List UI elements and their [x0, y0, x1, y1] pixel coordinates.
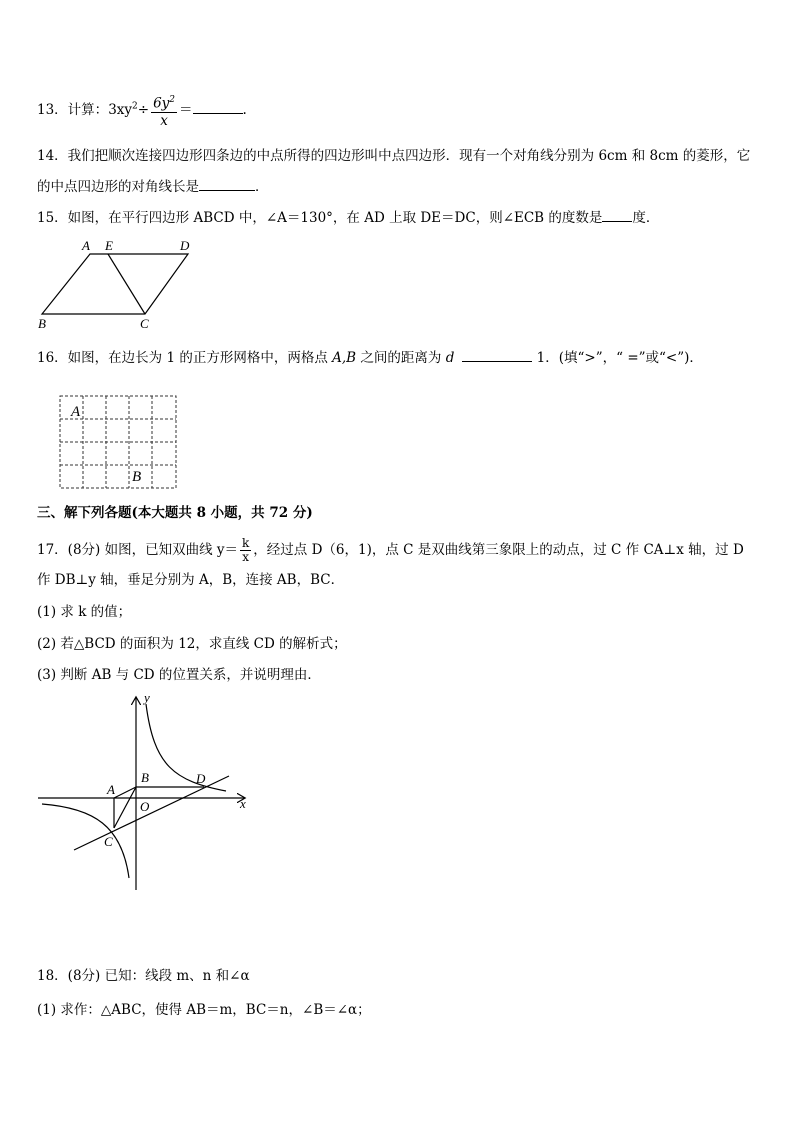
label-c: C — [140, 316, 149, 331]
label-y: y — [144, 690, 150, 705]
grid-point-b: B — [132, 469, 142, 485]
q17-sub-1: (1) 求 k 的值； — [37, 604, 132, 620]
question-14-line-1: 14．我们把顺次连接四边形四条边的中点所得的四边形叫中点四边形．现有一个对角线分别为 6cm 和 8cm 的菱形，它 — [37, 148, 751, 164]
q16-d: d — [445, 350, 455, 366]
label-d: D — [180, 238, 190, 253]
q13-eq: ＝ — [179, 101, 193, 118]
q13-div: ÷ — [137, 101, 150, 118]
q13-frac-num — [151, 92, 177, 113]
question-18-line-1: 18．(8分) 已知：线段 m、n 和∠α — [37, 968, 250, 984]
label-d: D — [196, 771, 206, 786]
hyperbola-branch-q1 — [146, 704, 226, 791]
label-c: C — [104, 834, 113, 849]
q15-parallelogram-figure — [30, 236, 200, 331]
question-17-line-1 — [37, 532, 744, 568]
question-16 — [37, 347, 703, 368]
q14-line2-text: 的中点四边形的对角线长是 — [37, 179, 199, 195]
section-3-heading: 三、解下列各题(本大题共 8 小题，共 72 分) — [37, 505, 313, 521]
question-14-line-2 — [37, 176, 269, 197]
question-17-line-2: 作 DB⊥y 轴，垂足分别为 A，B，连接 AB，BC． — [37, 572, 345, 588]
question-18-line-2: (1) 求作：△ABC，使得 AB＝m，BC＝n，∠B＝∠α； — [37, 1002, 371, 1018]
q13-frac-num-text: 6y — [153, 95, 170, 112]
label-o: O — [140, 799, 150, 814]
q13-answer-blank — [193, 99, 243, 114]
q16-mid: 之间的距离为 — [356, 350, 446, 366]
q17-text: 17．(8分) 如图，已知双曲线 y＝ — [37, 542, 239, 558]
q15-text: 15．如图，在平行四边形 ABCD 中，∠A＝130°，在 AD 上取 DE＝DC，则∠ECB 的度数是 — [37, 210, 603, 226]
q17-hyperbola-figure — [34, 686, 259, 896]
label-b: B — [38, 316, 46, 331]
q13-number: 13．计算： — [37, 101, 109, 118]
q17-frac-x: x — [242, 550, 250, 564]
q17-fraction — [240, 537, 251, 564]
q17-sub-2: (2) 若△BCD 的面积为 12，求直线 CD 的解析式； — [37, 636, 347, 652]
q14-end: ． — [255, 179, 269, 195]
parallelogram-abcd — [42, 254, 188, 314]
label-b: B — [141, 770, 149, 785]
q13-frac-num-exp: 2 — [169, 95, 176, 105]
label-e: E — [105, 238, 113, 253]
q13-expr: 3xy — [108, 101, 133, 118]
question-13 — [37, 92, 247, 129]
q13-exp: 2 — [132, 101, 138, 112]
label-x: x — [240, 796, 246, 811]
q16-end: 1．(填“>”，“ =”或“<”)． — [532, 350, 703, 366]
q16-points: A,B — [332, 350, 357, 366]
q16-answer-blank — [462, 347, 532, 362]
q13-fraction — [151, 92, 177, 129]
hyperbola-branch-q3 — [42, 804, 129, 878]
label-a: A — [82, 238, 90, 253]
segment-ec — [108, 254, 145, 314]
q17-frac-k: k — [242, 536, 250, 550]
q16-text: 16．如图，在边长为 1 的正方形网格中，两格点 — [37, 350, 333, 366]
q17-sub-3: (3) 判断 AB 与 CD 的位置关系，并说明理由． — [37, 667, 321, 683]
q15-end: 度． — [632, 210, 660, 226]
label-a: A — [107, 782, 115, 797]
q13-end: . — [242, 101, 247, 118]
grid-point-a: A — [71, 404, 81, 420]
q16-grid-figure — [58, 394, 180, 492]
question-15 — [37, 207, 659, 228]
q14-answer-blank — [199, 176, 255, 191]
q15-answer-blank — [602, 207, 632, 222]
q13-frac-den: x — [160, 112, 168, 129]
q17-text-post: ，经过点 D（6，1)，点 C 是双曲线第三象限上的动点，过 C 作 CA⊥x 轴，过 D — [253, 542, 744, 558]
